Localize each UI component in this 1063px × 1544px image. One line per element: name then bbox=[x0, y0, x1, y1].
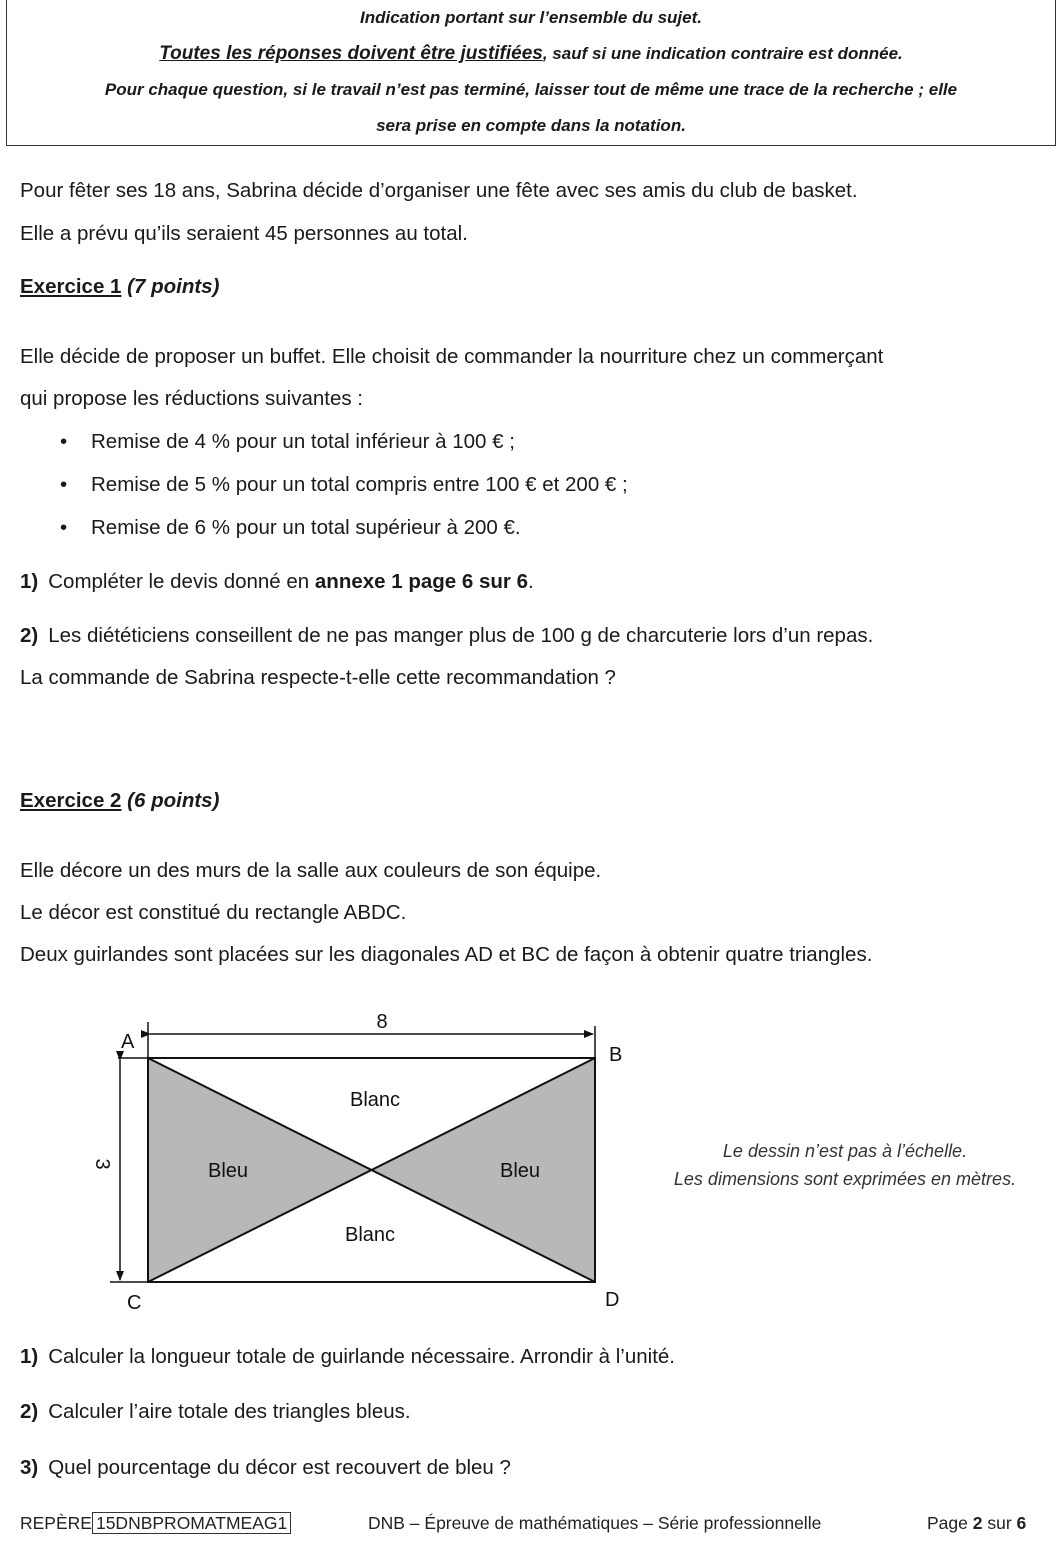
width-label: 8 bbox=[376, 1011, 388, 1033]
bullet-icon: • bbox=[60, 430, 68, 453]
question-text: Calculer la longueur totale de guirlande nécessaire. Arrondir à l’unité. bbox=[48, 1345, 675, 1368]
notice-line-4: sera prise en compte dans la notation. bbox=[376, 116, 686, 135]
vertex-a: A bbox=[121, 1031, 135, 1053]
region-right-label: Bleu bbox=[499, 1160, 541, 1182]
exercise-2-para-line-2: Le décor est constitué du rectangle ABDC. bbox=[20, 901, 407, 924]
blue-triangle-left bbox=[148, 1058, 373, 1282]
exercise-2-para-line-3: Deux guirlandes sont placées sur les diagonales AD et BC de façon à obtenir quatre triangles. bbox=[20, 943, 873, 966]
question-number: 1) bbox=[20, 570, 39, 593]
footer-exam-title: DNB – Épreuve de mathématiques – Série professionnelle bbox=[368, 1513, 822, 1533]
question-text: Calculer l’aire totale des triangles bleus. bbox=[48, 1400, 411, 1423]
vertex-b: B bbox=[609, 1044, 623, 1066]
region-bottom-label: Blanc bbox=[344, 1224, 396, 1246]
question-text: Les diététiciens conseillent de ne pas manger plus de 100 g de charcuterie lors d’un repas. bbox=[48, 624, 874, 647]
exercise-1-para-line-2: qui propose les réductions suivantes : bbox=[20, 387, 364, 410]
figure-note bbox=[630, 1137, 1060, 1193]
page-current: 2 bbox=[972, 1513, 983, 1533]
notice-line-3: Pour chaque question, si le travail n’est pas terminé, laisser tout de même une trace de la recherche ; elle bbox=[104, 80, 958, 99]
vertex-c: C bbox=[127, 1292, 142, 1314]
exercise-2-question-3 bbox=[20, 1456, 511, 1480]
blue-triangle-right bbox=[373, 1058, 595, 1282]
figure-note-scale: Le dessin n’est pas à l’échelle. bbox=[722, 1141, 968, 1161]
intro-line-1: Pour fêter ses 18 ans, Sabrina décide d’organiser une fête avec ses amis du club de basket. bbox=[20, 179, 858, 202]
exercise-1-question-2-line-2: La commande de Sabrina respecte-t-elle cette recommandation ? bbox=[20, 666, 616, 689]
bullet-icon: • bbox=[60, 473, 68, 496]
notice-justify-emphasis: Toutes les réponses doivent être justifiées bbox=[159, 43, 543, 64]
question-number: 1) bbox=[20, 1345, 39, 1368]
vertex-d: D bbox=[605, 1289, 620, 1311]
repere-code: 15DNBPROMATMEAG1 bbox=[92, 1512, 291, 1534]
repere-label: REPÈRE bbox=[20, 1513, 92, 1533]
height-label: 3 bbox=[91, 1158, 113, 1170]
exercise-1-points: (7 points) bbox=[127, 275, 220, 298]
exercise-2-question-2 bbox=[20, 1400, 411, 1424]
exercise-1-title: Exercice 1 bbox=[20, 275, 122, 298]
exercise-2-para-line-1: Elle décore un des murs de la salle aux couleurs de son équipe. bbox=[20, 859, 602, 882]
exercise-2-title: Exercice 2 bbox=[20, 789, 122, 812]
question-text: Quel pourcentage du décor est recouvert de bleu ? bbox=[48, 1456, 511, 1479]
question-end: . bbox=[527, 570, 534, 593]
exercise-1-para-line-1: Elle décide de proposer un buffet. Elle choisit de commander la nourriture chez un commerçant bbox=[20, 345, 884, 368]
exercise-2-question-1 bbox=[20, 1345, 675, 1369]
notice-line-2-rest: , sauf si une indication contraire est donnée. bbox=[542, 44, 903, 63]
question-number: 2) bbox=[20, 1400, 39, 1423]
bullet-icon: • bbox=[60, 516, 68, 539]
exercise-2-points: (6 points) bbox=[127, 789, 220, 812]
figure-note-units: Les dimensions sont exprimées en mètres. bbox=[673, 1169, 1017, 1189]
annex-reference: annexe 1 page 6 sur 6 bbox=[314, 570, 528, 593]
question-number: 3) bbox=[20, 1456, 39, 1479]
page-total: 6 bbox=[1016, 1513, 1027, 1533]
footer-reference bbox=[20, 1513, 291, 1534]
discount-text: Remise de 5 % pour un total compris entre 100 € et 200 € ; bbox=[91, 473, 628, 496]
region-left-label: Bleu bbox=[207, 1160, 249, 1182]
page-mid: sur bbox=[982, 1513, 1017, 1533]
question-number: 2) bbox=[20, 624, 39, 647]
footer-page-number bbox=[927, 1513, 1026, 1534]
page-prefix: Page bbox=[927, 1513, 973, 1533]
discount-text: Remise de 4 % pour un total inférieur à 100 € ; bbox=[91, 430, 515, 453]
question-text: Compléter le devis donné en bbox=[48, 570, 315, 593]
discount-text: Remise de 6 % pour un total supérieur à 200 €. bbox=[91, 516, 521, 539]
notice-line-1: Indication portant sur l’ensemble du sujet. bbox=[360, 8, 702, 27]
intro-line-2: Elle a prévu qu’ils seraient 45 personnes au total. bbox=[20, 222, 468, 245]
region-top-label: Blanc bbox=[349, 1089, 401, 1111]
